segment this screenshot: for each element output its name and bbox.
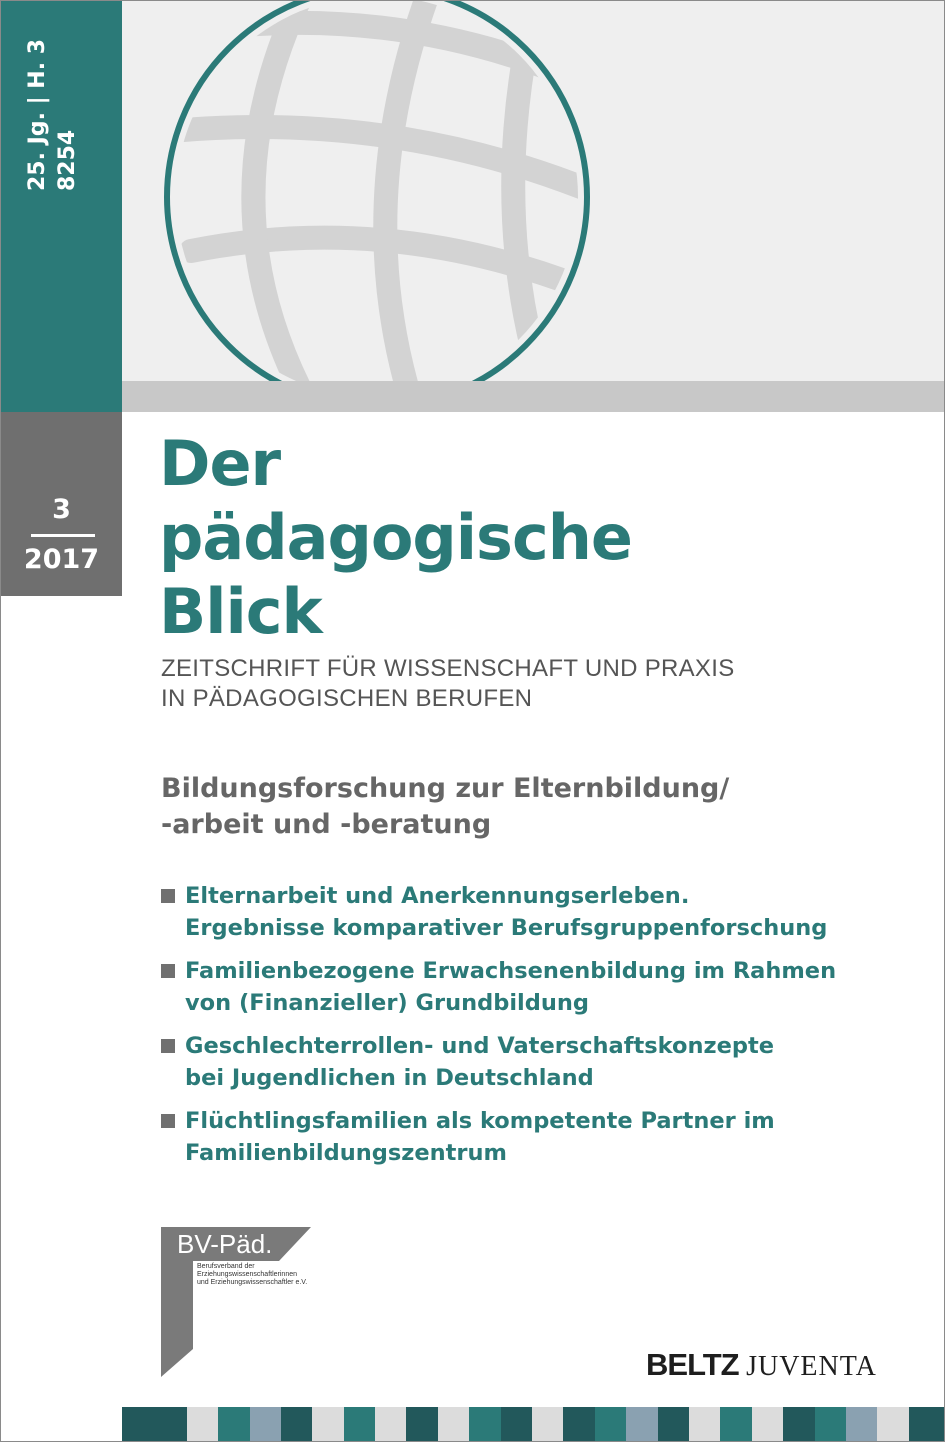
strip-segment	[122, 1407, 187, 1441]
strip-segment	[250, 1407, 281, 1441]
globe-icon	[161, 0, 601, 381]
strip-segment	[595, 1407, 626, 1441]
strip-segment	[563, 1407, 594, 1441]
strip-segment	[846, 1407, 877, 1441]
strip-segment	[312, 1407, 343, 1441]
theme-line-2: -arbeit und -beratung	[161, 809, 492, 840]
title-line-3: Blick	[159, 575, 322, 648]
strip-segment	[406, 1407, 437, 1441]
association-desc-line-3: und Erziehungswissenschaftler e.V.	[197, 1279, 308, 1286]
footer-color-strip	[122, 1407, 944, 1441]
subtitle-line-2: IN PÄDAGOGISCHEN BERUFEN	[161, 685, 533, 712]
issue-theme	[161, 771, 729, 843]
article-item	[161, 881, 861, 944]
article-line-2: Familienbildungszentrum	[185, 1139, 507, 1166]
strip-segment	[815, 1407, 846, 1441]
journal-code: 8254	[55, 129, 80, 191]
journal-subtitle	[161, 654, 735, 714]
square-bullet-icon	[161, 964, 175, 978]
article-item	[161, 1106, 861, 1169]
title-line-1: Der	[159, 427, 281, 500]
top-gray-bar	[122, 381, 944, 412]
issue-number: 3	[52, 494, 71, 525]
strip-segment	[877, 1407, 908, 1441]
strip-segment	[658, 1407, 689, 1441]
spine-text	[23, 15, 101, 191]
square-bullet-icon	[161, 1114, 175, 1128]
publisher-beltz: BELTZ	[646, 1347, 739, 1382]
strip-segment	[783, 1407, 814, 1441]
association-description	[197, 1263, 307, 1287]
publisher-juventa: JUVENTA	[746, 1351, 877, 1382]
strip-segment	[218, 1407, 249, 1441]
strip-segment	[375, 1407, 406, 1441]
square-bullet-icon	[161, 889, 175, 903]
strip-segment	[752, 1407, 783, 1441]
strip-segment	[909, 1407, 944, 1441]
issue-box	[1, 412, 122, 596]
strip-segment	[469, 1407, 500, 1441]
theme-line-1: Bildungsforschung zur Elternbildung/	[161, 773, 730, 804]
association-desc-line-1: Berufsverband der	[197, 1263, 255, 1270]
strip-segment	[532, 1407, 563, 1441]
journal-title	[159, 427, 632, 649]
spine-column	[1, 1, 122, 412]
strip-segment	[344, 1407, 375, 1441]
issue-year: 2017	[23, 544, 100, 575]
article-line-2: von (Finanzieller) Grundbildung	[185, 989, 590, 1016]
article-list	[161, 881, 861, 1181]
title-line-2: pädagogische	[159, 501, 632, 574]
subtitle-line-1: ZEITSCHRIFT FÜR WISSENSCHAFT UND PRAXIS	[161, 655, 735, 682]
association-name: BV-Päd.	[177, 1229, 273, 1259]
association-desc-line-2: Erziehungswissenschaftlerinnen	[197, 1271, 297, 1278]
issue-divider	[31, 534, 95, 537]
strip-segment	[281, 1407, 312, 1441]
volume-issue-label: 25. Jg. | H. 3	[25, 38, 50, 191]
strip-segment	[187, 1407, 218, 1441]
article-line-2: bei Jugendlichen in Deutschland	[185, 1064, 594, 1091]
article-item	[161, 1031, 861, 1094]
publisher-logo	[646, 1347, 877, 1385]
strip-segment	[720, 1407, 751, 1441]
article-line-1: Elternarbeit und Anerkennungserleben.	[185, 883, 690, 909]
strip-segment	[626, 1407, 657, 1441]
article-line-2: Ergebnisse komparativer Berufsgruppenforschung	[185, 914, 828, 941]
strip-segment	[689, 1407, 720, 1441]
strip-segment	[438, 1407, 469, 1441]
article-line-1: Flüchtlingsfamilien als kompetente Partner im	[185, 1108, 775, 1134]
article-line-1: Geschlechterrollen- und Vaterschaftskonzepte	[185, 1033, 774, 1059]
article-item	[161, 956, 861, 1019]
square-bullet-icon	[161, 1039, 175, 1053]
article-line-1: Familienbezogene Erwachsenenbildung im Rahmen	[185, 958, 837, 984]
strip-segment	[501, 1407, 532, 1441]
